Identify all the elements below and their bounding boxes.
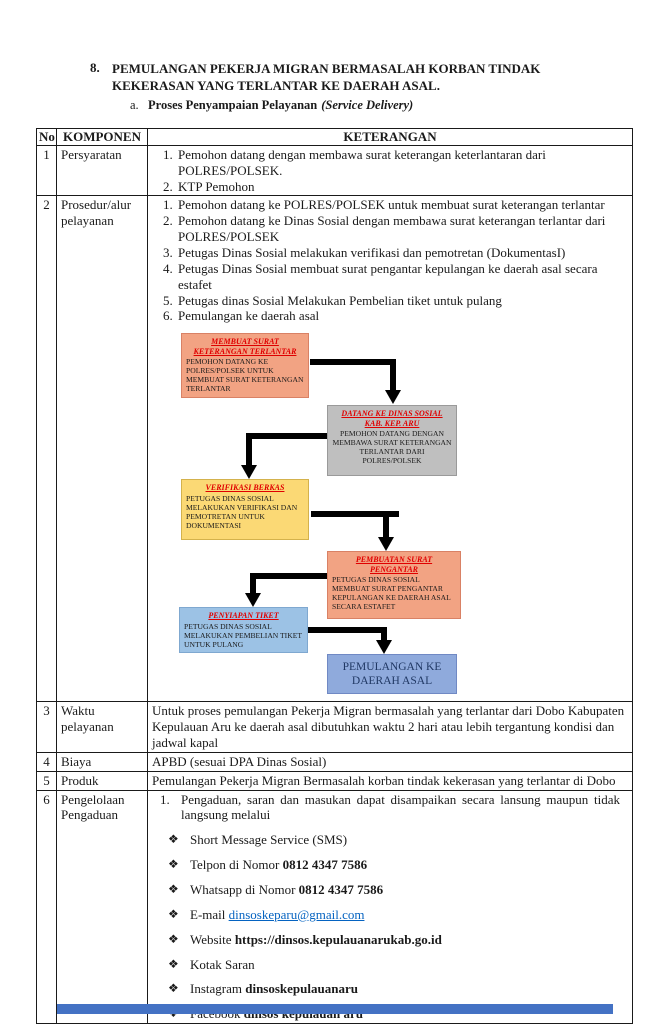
intro-number: 1. [160, 791, 170, 807]
channel-sms [168, 832, 628, 848]
flowchart-box-body: PETUGAS DINAS SOSIAL MEMBUAT SURAT PENGANTAR KEPULANGAN KE DAERAH ASAL SECARA ESTAFET [332, 574, 451, 612]
table-row [37, 702, 633, 753]
flowchart-box-body: PEMOHON DATANG DENGAN MEMBAWA SURAT KETERANGAN TERLANTAR DARI POLRES/POLSEK [332, 428, 452, 466]
row3-no: 3 [37, 702, 57, 753]
flowchart-box-surat-pengantar [327, 551, 461, 619]
channel-label: Whatsapp di Nomor [190, 882, 299, 898]
row1-komponen: Persyaratan [57, 145, 148, 196]
list-item: 2. Pemohon datang ke Dinas Sosial dengan membawa surat keterangan terlantar dari POLRES/POLSEK [176, 213, 614, 245]
channel-label: Telpon di Nomor [190, 857, 283, 873]
channel-kotak-saran [168, 957, 628, 973]
table-row [37, 145, 633, 196]
arrow-segment [250, 573, 256, 593]
list-item: 5. Petugas dinas Sosial Melakukan Pembelian tiket untuk pulang [176, 293, 614, 309]
flowchart-box-title: VERIFIKASI BERKAS [205, 483, 285, 493]
diamond-bullet-icon: ❖ [168, 981, 179, 996]
table-row [37, 196, 633, 702]
subheading-letter: a. [130, 98, 139, 112]
channel-label: E-mail [190, 906, 229, 922]
row3-keterangan: Untuk proses pemulangan Pekerja Migran bermasalah yang terlantar dari Dobo Kabupaten Kepulauan Aru ke daerah asal dibutuhkan waktu 2 hari atau lebih tergantung kondisi dan jadwal kapal [148, 702, 633, 753]
row5-keterangan: Pemulangan Pekerja Migran Bermasalah korban tindak kekerasan yang terlantar di Dobo [148, 771, 633, 790]
arrow-segment [390, 359, 396, 391]
flowchart-box-body: PETUGAS DINAS SOSIAL MELAKUKAN VERIFIKASI DAN PEMOTRETAN UNTUK DOKUMENTASI [186, 493, 298, 530]
arrow-segment [246, 433, 327, 439]
row2-keterangan [148, 196, 633, 702]
list-item: 1. Pemohon datang ke POLRES/POLSEK untuk membuat surat keterangan terlantar [176, 197, 614, 213]
complaint-intro: Pengaduan, saran dan masukan dapat disampaikan secara lansung maupun tidak langsung melalui [181, 791, 620, 823]
arrow-segment [383, 511, 389, 537]
list-item: 2. KTP Pemohon [176, 179, 614, 195]
diamond-bullet-icon: ❖ [168, 906, 179, 921]
arrow-down-icon [241, 465, 257, 479]
header-keterangan: KETERANGAN [148, 129, 633, 146]
header-komponen: KOMPONEN [57, 129, 148, 146]
arrow-segment [308, 627, 387, 633]
flowchart-box-body: PETUGAS DINAS SOSIAL MELAKUKAN PEMBELIAN TIKET UNTUK PULANG [184, 621, 302, 649]
page-bottom-bar [57, 1004, 613, 1014]
channel-website [168, 932, 628, 948]
arrow-segment [381, 627, 387, 640]
flowchart-box-membuat-surat [181, 333, 309, 398]
service-table [36, 128, 633, 1024]
diamond-bullet-icon: ❖ [168, 882, 179, 897]
table-row [37, 752, 633, 771]
channel-label: Website [190, 931, 235, 947]
flowchart-box-body: PEMOHON DATANG KE POLRES/POLSEK UNTUK MEMBUAT SURAT KETERANGAN TERLANTAR [186, 356, 304, 394]
heading-title-line2: KEKERASAN YANG TERLANTAR KE DAERAH ASAL. [112, 78, 440, 93]
table-row [37, 771, 633, 790]
arrow-down-icon [378, 537, 394, 551]
instagram-handle: dinsoskepulauanaru [245, 981, 358, 997]
row1-keterangan [148, 145, 633, 196]
table-row [37, 790, 633, 1024]
list-item: 6. Pemulangan ke daerah asal [176, 308, 614, 324]
row4-no: 4 [37, 752, 57, 771]
arrow-segment [310, 359, 396, 365]
arrow-segment [250, 573, 327, 579]
subheading-title-italic: (Service Delivery) [321, 98, 414, 112]
channel-email [168, 907, 628, 923]
flowchart-box-title: PENYIAPAN TIKET [208, 611, 279, 621]
flowchart-box-title: DATANG KE DINAS SOSIAL KAB. KEP. ARU [341, 409, 443, 428]
row4-keterangan: APBD (sesuai DPA Dinas Sosial) [148, 752, 633, 771]
channel-label: Short Message Service (SMS) [190, 832, 348, 848]
channel-telpon [168, 857, 628, 873]
list-item: 3. Petugas Dinas Sosial melakukan verifikasi dan pemotretan (DokumentasI) [176, 245, 614, 261]
list-item: 1. Pemohon datang dengan membawa surat keterangan keterlantaran dari POLRES/POLSEK. [176, 147, 614, 179]
flowchart-box-verifikasi [181, 479, 309, 540]
arrow-down-icon [376, 640, 392, 654]
flowchart-box-penyiapan-tiket [179, 607, 308, 653]
row5-komponen: Produk [57, 771, 148, 790]
table-header-row [37, 129, 633, 146]
row6-keterangan [148, 790, 633, 1024]
procedure-flowchart [152, 330, 628, 700]
flowchart-box-datang-dinsos [327, 405, 457, 476]
phone-number: 0812 4347 7586 [282, 857, 368, 873]
arrow-segment [246, 433, 252, 465]
channel-whatsapp [168, 882, 628, 898]
document-heading [90, 60, 630, 113]
row5-no: 5 [37, 771, 57, 790]
heading-title [112, 60, 540, 94]
list-item: 4. Petugas Dinas Sosial membuat surat pengantar kepulangan ke daerah asal secara estafet [176, 261, 614, 293]
row2-komponen: Prosedur/alur pelayanan [57, 196, 148, 702]
header-no: No [37, 129, 57, 146]
channel-label: Kotak Saran [190, 956, 255, 972]
row2-no: 2 [37, 196, 57, 702]
row3-komponen: Waktu pelayanan [57, 702, 148, 753]
diamond-bullet-icon: ❖ [168, 832, 179, 847]
diamond-bullet-icon: ❖ [168, 931, 179, 946]
diamond-bullet-icon: ❖ [168, 956, 179, 971]
whatsapp-number: 0812 4347 7586 [298, 882, 384, 898]
channel-label: Instagram [190, 981, 246, 997]
row1-no: 1 [37, 145, 57, 196]
flowchart-box-pemulangan [327, 654, 457, 694]
subheading [130, 98, 630, 113]
row6-no: 6 [37, 790, 57, 1024]
flowchart-final-label: PEMULANGAN KE DAERAH ASAL [342, 660, 442, 688]
channel-instagram [168, 981, 628, 997]
subheading-title: Proses Penyampaian Pelayanan [148, 98, 318, 112]
email-link[interactable]: dinsoskeparu@gmail.com [228, 906, 365, 922]
row4-komponen: Biaya [57, 752, 148, 771]
arrow-down-icon [385, 390, 401, 404]
flowchart-box-title: PEMBUATAN SURAT PENGANTAR [355, 555, 433, 574]
diamond-bullet-icon: ❖ [168, 857, 179, 872]
arrow-down-icon [245, 593, 261, 607]
heading-number: 8. [90, 60, 100, 75]
website-url: https://dinsos.kepulauanarukab.go.id [234, 931, 442, 947]
flowchart-box-title: MEMBUAT SURAT KETERANGAN TERLANTAR [193, 337, 297, 356]
row6-komponen: Pengelolaan Pengaduan [57, 790, 148, 1024]
heading-title-line1: PEMULANGAN PEKERJA MIGRAN BERMASALAH KORBAN TINDAK [112, 61, 541, 76]
